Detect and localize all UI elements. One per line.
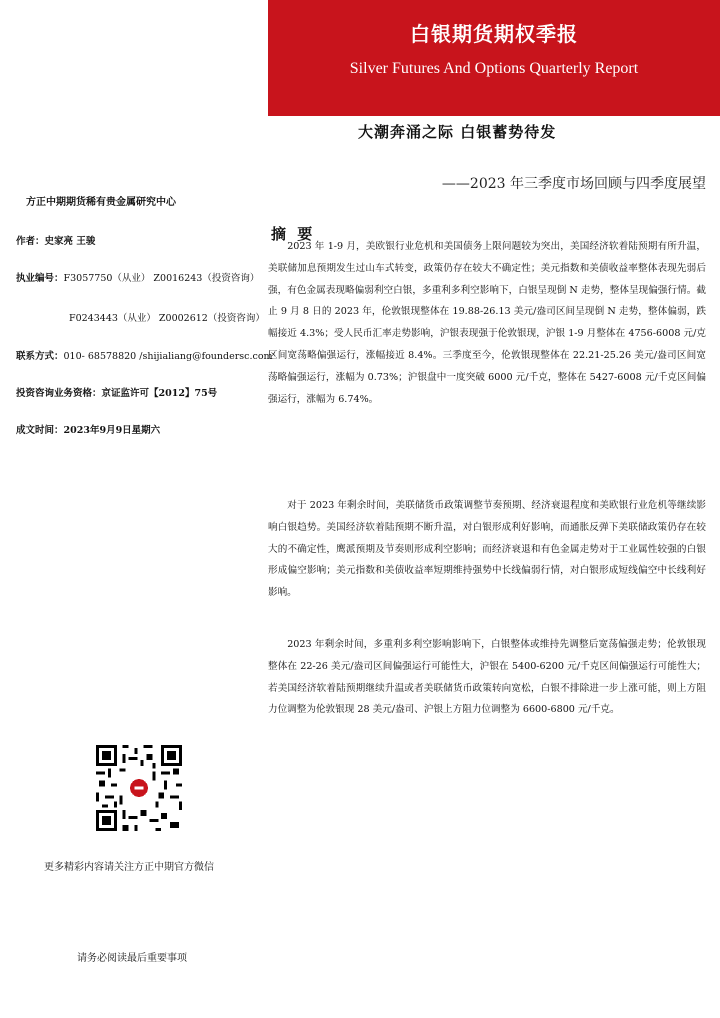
wechat-qr-code-icon[interactable] <box>96 745 182 831</box>
license-label: 执业编号： <box>16 273 64 284</box>
license-value-1: F3057750（从业） Z0016243（投资咨询） <box>63 273 260 284</box>
abstract-title: 摘 要 <box>271 225 316 243</box>
abstract-paragraph: 2023 年 1-9 月，美欧银行业危机和美国债务上限问题较为突出，美国经济软着陆预期有所升温，美联储加息预期发生过山车式转变，政策仍存在较大不确定性；美元指数和美债收益率整体表现先弱后强，有色金属表现略偏弱利空白银，多重利多利空影响下，白银呈现倒 N 走势，整体呈现偏强行情。截止 9 月 8 日的 2023 年，伦敦银现整体在 19.88-26.13 美元/盎司区间呈现倒 N 走势，整体偏弱，跌幅接近 4.3%；受人民币汇率走势影响，沪银表现强于伦敦银现，沪银 1-9 月整体在 4756-6008 元/克区间宽荡略偏强运行，涨幅接近 8.4%。三季度至今，伦敦银现整体在 22.21-25.26 美元/盎司区间宽荡略偏强运行，涨幅为 0.73%；沪银盘中一度突破 6000 元/千克，整体在 5427-6008 元/千克区间偏强运行，涨幅为 6.74%。 <box>268 241 706 405</box>
report-headline: 大潮奔涌之际 白银蓄势待发 <box>358 123 557 141</box>
contact-line <box>16 348 273 362</box>
authors-line <box>16 233 95 247</box>
report-subheadline: ——2023 年三季度市场回顾与四季度展望 <box>441 176 706 192</box>
authors-label: 作者： <box>16 236 45 247</box>
date-value: 2023年9月9日星期六 <box>63 425 161 436</box>
authors-value: 史家亮 王骏 <box>44 236 96 247</box>
contact-label: 联系方式： <box>16 351 64 362</box>
abstract-paragraph: 对于 2023 年剩余时间，美联储货币政策调整节奏预期、经济衰退程度和美欧银行业危机等继续影响白银趋势。美国经济软着陆预期不断升温，对白银形成利好影响，而通胀反弹下美联储政策仍存在较大的不确定性，鹰派预期及节奏则形成利空影响；而经济衰退和有色金属走势对于工业属性较强的白银形成偏空影响；美元指数和美债收益率短期维持强势中长线偏弱行情，对白银形成短线偏空中长线利好影响。 <box>268 500 706 599</box>
research-center-name: 方正中期期货稀有贵金属研究中心 <box>26 197 176 208</box>
abstract-paragraph: 2023 年剩余时间，多重利多利空影响影响下，白银整体或维持先调整后宽荡偏强走势；伦敦银现整体在 22-26 美元/盎司区间偏强运行可能性大，沪银在 5400-6200 元/千克区间偏强运行可能性大；若美国经济软着陆预期继续升温或者美联储货币政策转向宽松，白银不排除进一步上涨可能，则上方阻力位调整为伦敦银现 28 美元/盎司、沪银上方阻力位调整为 6600-6800 元/千克。 <box>268 639 706 716</box>
date-label: 成文时间： <box>16 425 64 436</box>
date-line <box>16 422 160 436</box>
report-banner <box>268 0 720 116</box>
qr-caption: 更多精彩内容请关注方正中期官方微信 <box>44 862 214 873</box>
qualification-label: 投资咨询业务资格： <box>16 388 102 399</box>
report-title-en: Silver Futures And Options Quarterly Report <box>349 60 639 77</box>
license-line-1 <box>16 270 259 284</box>
report-title-cn: 白银期货期权季报 <box>410 22 578 46</box>
license-line-2: F0243443（从业） Z0002612（投资咨询） <box>69 313 265 324</box>
contact-value[interactable]: 010- 68578820 /shijialiang@foundersc.com <box>63 351 273 362</box>
qualification-line <box>16 385 217 399</box>
important-notice[interactable]: 请务必阅读最后重要事项 <box>77 953 187 964</box>
qualification-value: 京证监许可【2012】75号 <box>101 388 218 399</box>
